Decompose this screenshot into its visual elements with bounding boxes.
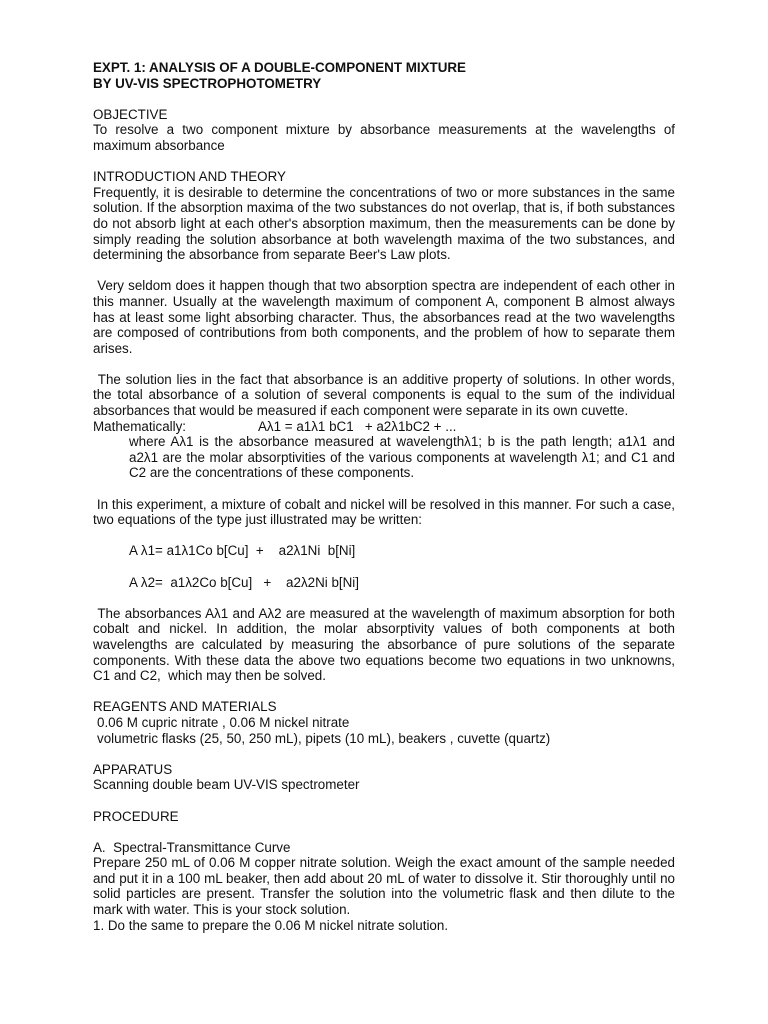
math-label: Mathematically: xyxy=(93,418,187,434)
intro-paragraph-5: The absorbances Aλ1 and Aλ2 are measured at the wavelength of maximum absorption for both cobalt and nickel. In addition, the molar absorptivity values of both components at both wavelengths are calculated by measuring the absorbance of pure solutions of the separate components. With these data the above two equations become two equations in two unknowns, C1 and C2, which may then be solved. xyxy=(93,605,679,684)
objective-text: To resolve a two component mixture by absorbance measurements at the wavelengths of maximum absorbance xyxy=(93,122,675,153)
apparatus-heading: APPARATUS xyxy=(93,761,173,777)
reagents-heading: REAGENTS AND MATERIALS xyxy=(93,699,277,715)
objective-heading: OBJECTIVE xyxy=(93,106,168,122)
document-title-line2: BY UV-VIS SPECTROPHOTOMETRY xyxy=(93,75,322,91)
intro-paragraph-2: Very seldom does it happen though that two absorption spectra are independent of each other in this manner. Usually at the wavelength maximum of component A, component B almost always has at least some light absorbing character. Thus, the absorbances read at the two wavelengths are composed of contributions from both components, and the problem of how to separate them arises. xyxy=(93,278,679,356)
document-page xyxy=(93,60,679,933)
math-equation: Aλ1 = a1λ1 bC1 + a2λ1bC2 + ... xyxy=(258,418,457,434)
math-line xyxy=(93,419,675,435)
intro-paragraph-1: Frequently, it is desirable to determine the concentrations of two or more substances in the same solution. If the absorption maxima of the two substances do not overlap, that is, if both substances do not absorb light at each other's absorption maximum, then the measurements can be done by simply reading the solution absorbance at both wavelength maxima of the two substances, and determining the absorbance from separate Beer's Law plots. xyxy=(93,184,675,263)
procedure-subheading-a: A. Spectral-Transmittance Curve xyxy=(93,839,291,855)
reagent-item-2: volumetric flasks (25, 50, 250 mL), pipets (10 mL), beakers , cuvette (quartz) xyxy=(97,730,551,746)
intro-heading: INTRODUCTION AND THEORY xyxy=(93,169,286,185)
document-title-line1: EXPT. 1: ANALYSIS OF A DOUBLE-COMPONENT MIXTURE xyxy=(93,60,466,75)
equation-2: A λ2= a1λ2Co b[Cu] + a2λ2Ni b[Ni] xyxy=(129,574,359,590)
reagent-item-1: 0.06 M cupric nitrate , 0.06 M nickel nitrate xyxy=(97,714,350,730)
intro-paragraph-4: In this experiment, a mixture of cobalt and nickel will be resolved in this manner. For such a case, two equations of the type just illustrated may be written: xyxy=(93,496,679,528)
equation-1: A λ1= a1λ1Co b[Cu] + a2λ1Ni b[Ni] xyxy=(129,543,356,559)
procedure-text: Prepare 250 mL of 0.06 M copper nitrate solution. Weigh the exact amount of the sample needed and put it in a 100 mL beaker, then add about 20 mL of water to dissolve it. Stir thoroughly until no solid particles are present. Transfer the solution into the volumetric flask and then dilute to the mark with water. This is your stock solution. xyxy=(93,855,675,918)
where-clause: where Aλ1 is the absorbance measured at wavelengthλ1; b is the path length; a1λ1 and a2λ1 are the molar absorptivities of the various components at wavelength λ1; and C1 and C2 are the concentrations of these components. xyxy=(129,434,675,481)
intro-paragraph-3: The solution lies in the fact that absorbance is an additive property of solutions. In other words, the total absorbance of a solution of several components is equal to the sum of the individual absorbances that would be measured if each component were separate in its own cuvette. xyxy=(93,371,679,419)
apparatus-text: Scanning double beam UV-VIS spectrometer xyxy=(93,777,360,793)
procedure-step-1: 1. Do the same to prepare the 0.06 M nickel nitrate solution. xyxy=(93,917,449,933)
procedure-heading: PROCEDURE xyxy=(93,808,179,824)
